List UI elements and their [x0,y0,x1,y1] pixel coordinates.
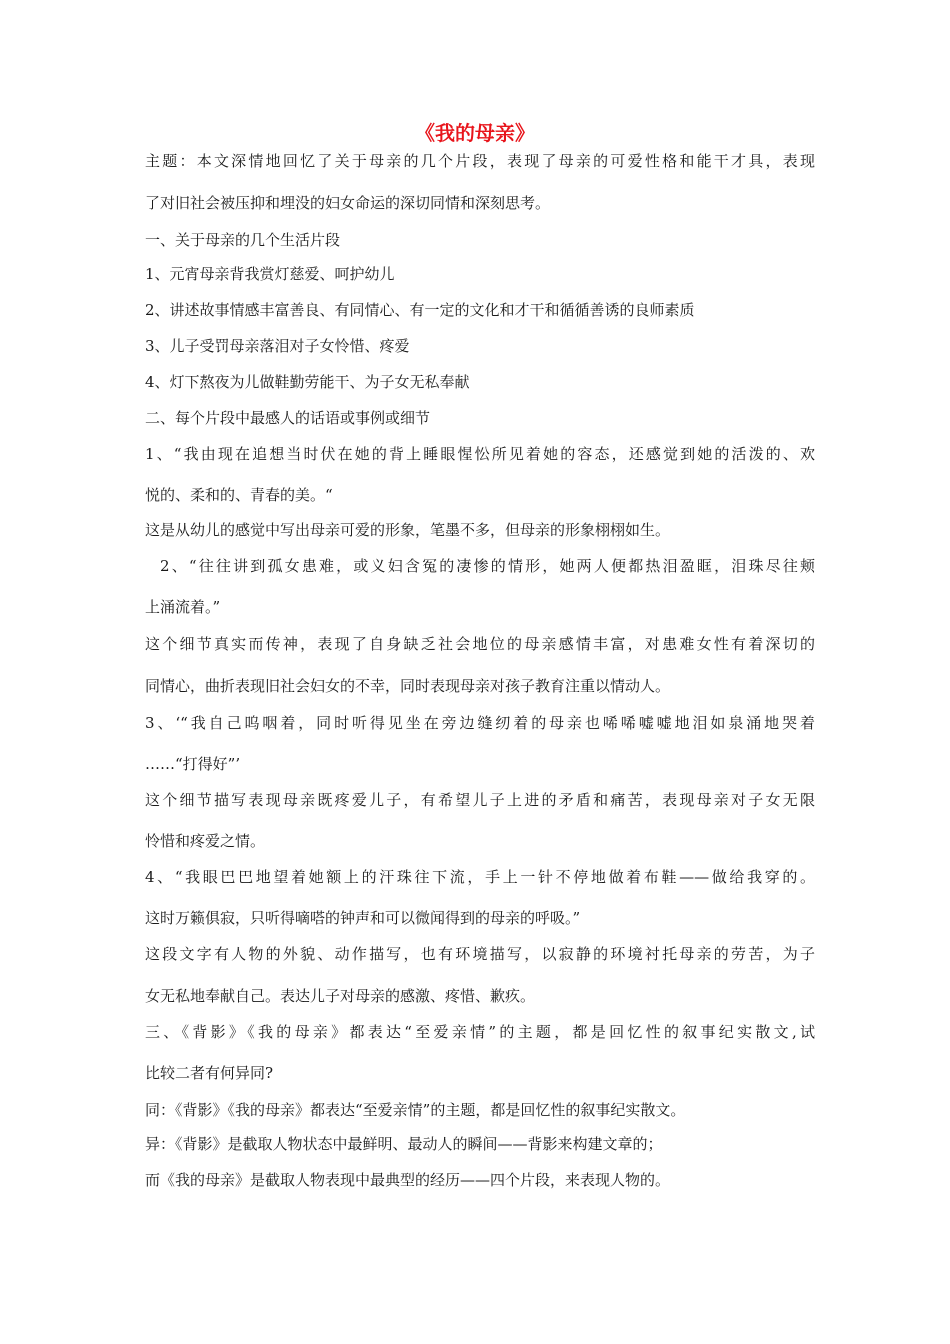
list-item: 1、元宵母亲背我赏灯慈爱、呵护幼儿 [145,265,395,283]
section-heading: 比较二者有何异同? [145,1064,274,1082]
section-heading: 二、每个片段中最感人的话语或事例或细节 [145,409,431,427]
list-item: 2、讲述故事情感丰富善良、有同情心、有一定的文化和才干和循循善诱的良师素质 [145,301,695,319]
theme-line: 了对旧社会被压抑和埋没的妇女命运的深切同情和深刻思考。 [145,194,551,212]
paragraph-line: 这段文字有人物的外貌、动作描写，也有环境描写，以寂静的环境衬托母亲的劳苦，为子 [145,945,815,963]
paragraph-line: 1、“我由现在追想当时伏在她的背上睡眼惺忪所见着她的容态，还感觉到她的活泼的、欢 [145,445,815,463]
paragraph-line: 3、‘“我自己呜咽着，同时听得见坐在旁边缝纫着的母亲也唏唏嘘嘘地泪如泉涌地哭着 [145,714,815,732]
theme-line: 主题：本文深情地回忆了关于母亲的几个片段，表现了母亲的可爱性格和能干才具，表现 [145,152,815,170]
list-item: 3、儿子受罚母亲落泪对子女怜惜、疼爱 [145,337,410,355]
paragraph-line: 上涌流着。” [145,598,221,616]
paragraph-line: 这个细节真实而传神，表现了自身缺乏社会地位的母亲感情丰富，对患难女性有着深切的 [145,635,815,653]
list-item: 4、灯下熬夜为儿做鞋勤劳能干、为子女无私奉献 [145,373,470,391]
paragraph-line: 4、“我眼巴巴地望着她额上的汗珠往下流，手上一针不停地做着布鞋——做给我穿的。 [145,868,815,886]
section-heading: 一、关于母亲的几个生活片段 [145,231,341,249]
paragraph-line: 异：《背影》是截取人物状态中最鲜明、最动人的瞬间——背影来构建文章的； [145,1135,663,1153]
paragraph-line: 这个细节描写表现母亲既疼爱儿子，有希望儿子上进的矛盾和痛苦，表现母亲对子女无限 [145,791,815,809]
page-title: 《我的母亲》 [415,121,535,145]
paragraph-line: ……“打得好”’ [145,755,241,773]
paragraph-line: 2、“往往讲到孤女患难，或义妇含冤的凄惨的情形，她两人便都热泪盈眶，泪珠尽往颊 [160,557,815,575]
paragraph-line: 悦的、柔和的、青春的美。“ [145,486,333,504]
paragraph-line: 同：《背影》《我的母亲》都表达“至爱亲情”的主题，都是回忆性的叙事纪实散文。 [145,1101,686,1119]
paragraph-line: 而《我的母亲》是截取人物表现中最典型的经历——四个片段，来表现人物的。 [145,1171,671,1189]
paragraph-line: 女无私地奉献自己。表达儿子对母亲的感激、疼惜、歉疚。 [145,987,536,1005]
paragraph-line: 这时万籁俱寂，只听得嘀嗒的钟声和可以微闻得到的母亲的呼吸。” [145,909,581,927]
section-heading: 三、《背影》《我的母亲》都表达“至爱亲情”的主题，都是回忆性的叙事纪实散文,试 [145,1023,815,1041]
paragraph-line: 同情心，曲折表现旧社会妇女的不幸，同时表现母亲对孩子教育注重以情动人。 [145,677,671,695]
paragraph-line: 怜惜和疼爱之情。 [145,832,266,850]
paragraph-line: 这是从幼儿的感觉中写出母亲可爱的形象，笔墨不多，但母亲的形象栩栩如生。 [145,521,671,539]
